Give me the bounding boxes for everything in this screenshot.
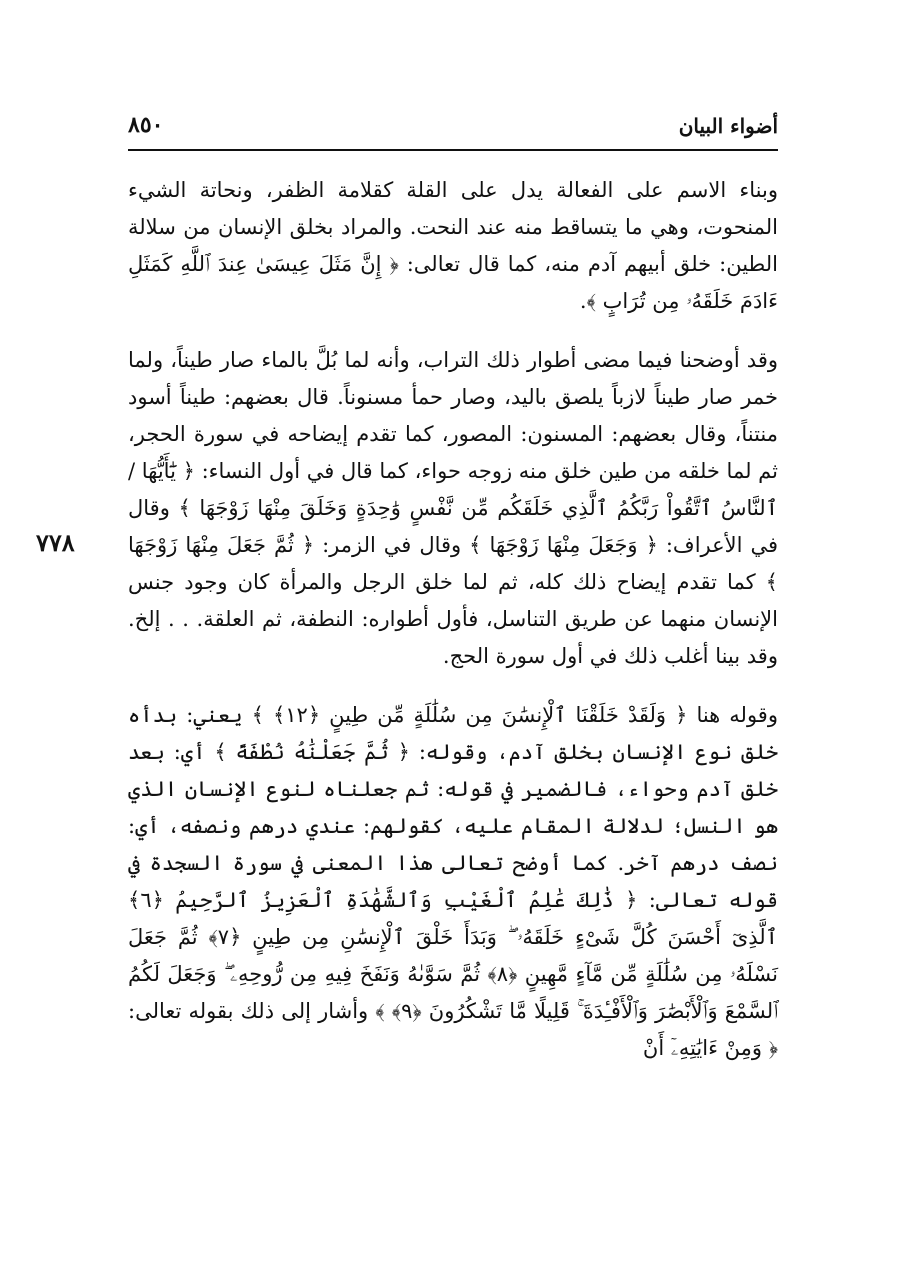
page-number: ٨٥٠ <box>128 112 164 138</box>
paragraph-1: وبناء الاسم على الفعالة يدل على القلة كقلامة الظفر، ونحاتة الشيء المنحوت، وهي ما يتساقط منه عند النحت. والمراد بخلق الإنسان من سلالة الطين: خلق أبيهم آدم منه، كما قال تعالى: ﴿ إِنَّ مَثَلَ عِيسَىٰ عِندَ ٱللَّهِ كَمَثَلِ ءَادَمَ خَلَقَهُۥ مِن تُرَابٍ ﴾. <box>128 178 778 313</box>
paragraph-3: وقوله هنا ﴿ وَلَقَدْ خَلَقْنَا ٱلْإِنسَٰنَ مِن سُلَٰلَةٍ مِّن طِينٍ ﴿١٢﴾ ﴾ يعني: بدأه خلق نوع الإنسان بخلق آدم، وقوله: ﴿ ثُمَّ جَعَلْنَٰهُ نُطْفَةً ﴾ أي: بعد خلق آدم وحواء، فالضمير في قوله: ثم جعلناه لنوع الإنسان الذي هو النسل؛ لدلالة المقام عليه، كقولهم: عندي درهم ونصفه، أي: نصف درهم آخر. كما أوضح تعالى هذا المعنى في سورة السجدة في قوله تعالى: ﴿ ذَٰلِكَ عَٰلِمُ ٱلْغَيْبِ وَٱلشَّهَٰدَةِ ٱلْعَزِيزُ ٱلرَّحِيمُ ﴿٦﴾ ٱلَّذِىٓ أَحْسَنَ كُلَّ شَىْءٍ خَلَقَهُۥ ۖ وَبَدَأَ خَلْقَ ٱلْإِنسَٰنِ مِن طِينٍ ﴿٧﴾ ثُمَّ جَعَلَ نَسْلَهُۥ مِن سُلَٰلَةٍ مِّن مَّآءٍ مَّهِينٍ ﴿٨﴾ ثُمَّ سَوَّىٰهُ وَنَفَخَ فِيهِ مِن رُّوحِهِۦ ۖ وَجَعَلَ لَكُمُ ٱلسَّمْعَ وَٱلْأَبْصَٰرَ وَٱلْأَفْـِٔدَةَ ۚ قَلِيلًا مَّا تَشْكُرُونَ ﴿٩﴾ ﴾ وأشار إلى ذلك بقوله تعالى: ﴿ وَمِنْ ءَايَٰتِهِۦٓ أَنْ <box>128 703 778 1060</box>
margin-page-reference: ٧٧٨ <box>36 528 75 557</box>
body-text <box>128 172 778 1067</box>
page-header <box>128 108 778 144</box>
paragraph-2: وقد أوضحنا فيما مضى أطوار ذلك التراب، وأنه لما بُلَّ بالماء صار طيناً، ولما خمر صار طيناً لازباً يلصق باليد، وصار حمأ مسنوناً. قال بعضهم: طيناً أسود منتناً، وقال بعضهم: المسنون: المصور، كما تقدم إيضاحه في سورة الحجر، ثم لما خلقه من طين خلق منه زوجه حواء، كما قال في أول النساء: ﴿ يَٰٓأَيُّهَا / ٱلنَّاسُ ٱتَّقُواْ رَبَّكُمُ ٱلَّذِي خَلَقَكُم مِّن نَّفْسٍ وَٰحِدَةٍ وَخَلَقَ مِنْهَا زَوْجَهَا ﴾ وقال في الأعراف: ﴿ وَجَعَلَ مِنْهَا زَوْجَهَا ﴾ وقال في الزمر: ﴿ ثُمَّ جَعَلَ مِنْهَا زَوْجَهَا ﴾ كما تقدم إيضاح ذلك كله، ثم لما خلق الرجل والمرأة كان وجود جنس الإنسان منهما عن طريق التناسل، فأول أطواره: النطفة، ثم العلقة. . . إلخ. وقد بينا أغلب ذلك في أول سورة الحج. <box>128 348 778 668</box>
book-title: أضواء البيان <box>678 114 778 138</box>
header-divider <box>128 149 778 151</box>
